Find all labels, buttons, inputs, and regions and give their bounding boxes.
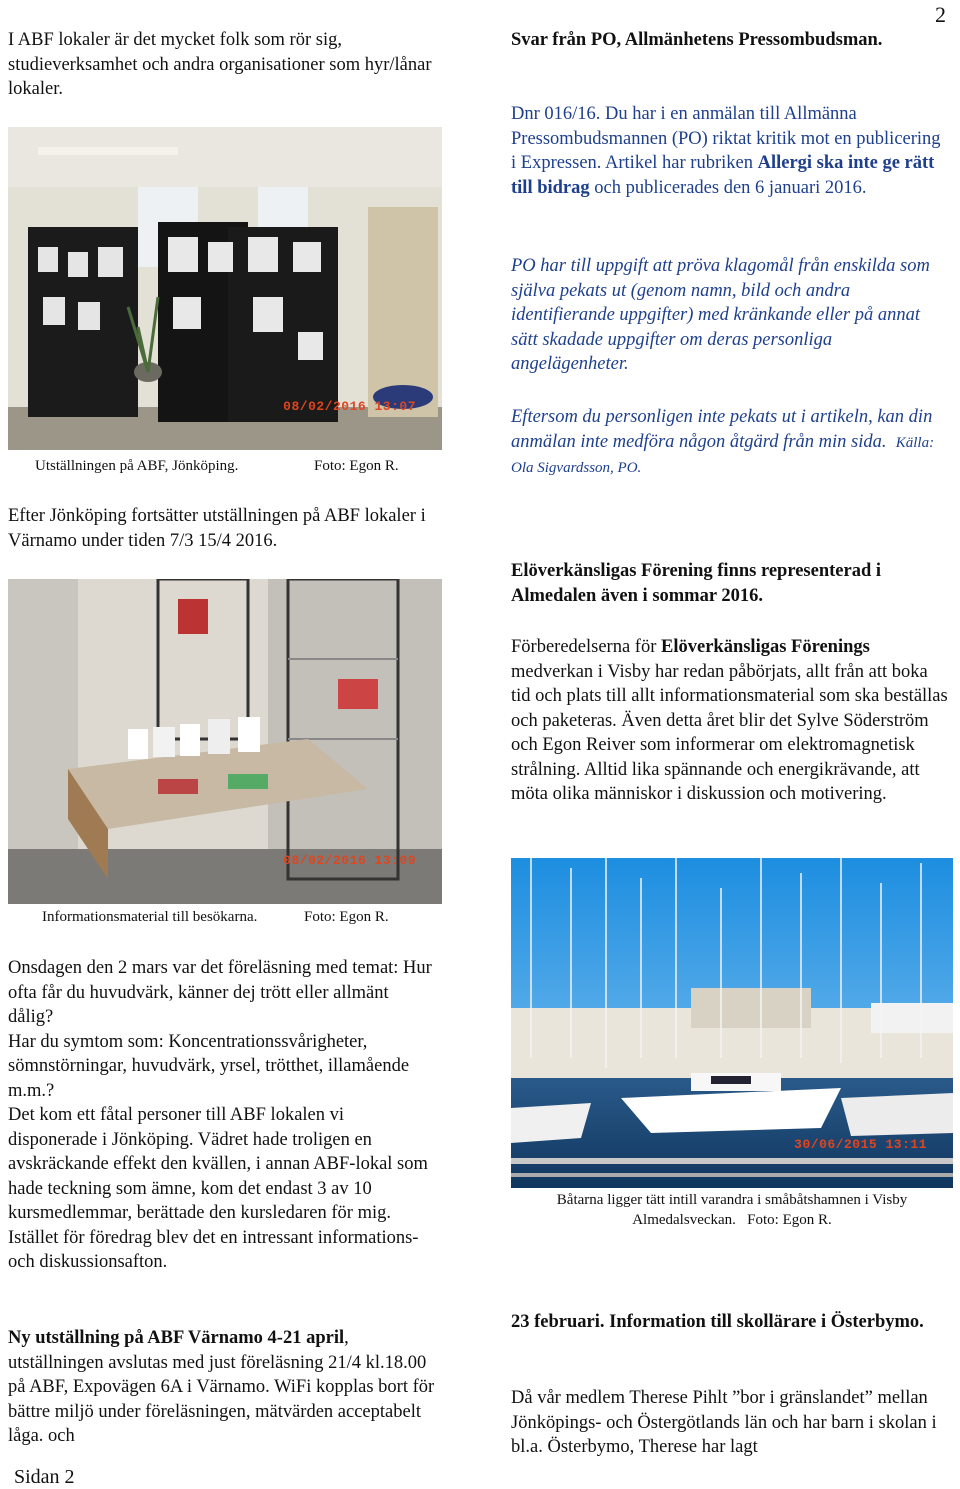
exhibition-photo [8, 127, 442, 450]
photo-caption: Båtarna ligger tätt intill varandra i småbåtshamnen i Visby Almedalsveckan. Foto: Egon R. [556, 1192, 908, 1228]
page-footer: Sidan 2 [14, 1466, 75, 1488]
photo-timestamp: 08/02/2016 13:09 [283, 853, 416, 868]
page-number: 2 [935, 2, 946, 27]
feb-heading: 23 februari. Information till skollärare i Österbymo. [511, 1312, 924, 1332]
lecture-paragraph: Har du symtom som: Koncentrationssvårigheter, sömnstörningar, huvudvärk, yrsel, trötthet, illamående m.m.? [8, 1031, 410, 1101]
almedalen-heading: Elöverkänsligas Förening finns representerad i Almedalen även i sommar 2016. [511, 561, 882, 606]
harbor-photo [511, 858, 953, 1188]
continue-text: Efter Jönköping fortsätter utställningen på ABF lokaler i Värnamo under tiden 7/3 15/4 2016. [8, 506, 426, 551]
po-source: Källa: Ola Sigvardsson, PO. [511, 434, 935, 476]
photo-timestamp: 30/06/2015 13:11 [794, 1137, 927, 1152]
po-paragraph-3: Eftersom du personligen inte pekats ut i artikeln, kan din anmälan inte medföra någon åtgärd från min sida. Källa: Ola Sigvardsson, PO. [511, 407, 935, 476]
lecture-paragraph: Istället för föredrag blev det en intressant informations- och diskussionsafton. [8, 1227, 419, 1272]
new-exhibition-body: , utställningen avslutas med just föreläsning 21/4 kl.18.00 på ABF, Expovägen 6A i Värnamo. WiFi kopplas bort för bättre miljö under föreläsningen, mätvärden acceptabelt låga. och [8, 1328, 435, 1446]
new-exhibition-heading: Ny utställning på ABF Värnamo 4-21 april [8, 1328, 345, 1348]
po-paragraph-2: PO har till uppgift att pröva klagomål från enskilda som själva pekats ut (genom namn, bild och andra identifierande uppgifter) med kränkande eller på annat sätt skadade uppgifter om deras personliga angelägenheter. [511, 256, 930, 374]
intro-text: I ABF lokaler är det mycket folk som rör sig, studieverksamhet och andra organisationer som hyr/lånar lokaler. [8, 30, 432, 99]
photo-caption: Informationsmaterial till besökarna. [42, 909, 258, 925]
lecture-section [8, 956, 438, 1275]
lecture-paragraph: Det kom ett fåtal personer till ABF lokalen vi disponerade i Jönköping. Vädret hade troligen en avskräckande effekt den kvällen, i annan ABF-lokal som hade teckning som ämne, kom det endast 3 av 10 kursmedlemmar, berättade den kursledaren för mig. [8, 1105, 428, 1223]
feb-text: Då vår medlem Therese Pihlt ”bor i gränslandet” mellan Jönköpings- och Östergötlands län och har barn i skolan i bl.a. Österbymo, Therese har lagt [511, 1388, 937, 1457]
lecture-paragraph: Onsdagen den 2 mars var det föreläsning med temat: Hur ofta får du huvudvärk, känner dej trött eller allmänt dålig? [8, 958, 432, 1027]
photo-caption: Utställningen på ABF, Jönköping. [35, 458, 239, 474]
photo-credit: Foto: Egon R. [747, 1212, 832, 1228]
info-material-photo [8, 579, 442, 904]
new-exhibition-text [8, 1326, 438, 1449]
photo-credit: Foto: Egon R. [304, 909, 389, 925]
almedalen-text: Förberedelserna för Elöverkänsligas Förenings medverkan i Visby har redan påbörjats, allt från att boka tid och plats till allt informationsmaterial som ska beställas och paketeras. Även detta året blir det Sylve Söderström och Egon Reiver som informerar om elektromagnetisk strålning. Alltid lika spännande och energikrävande, att möta olika människor i diskussion och motivering. [511, 637, 948, 804]
po-heading: Svar från PO, Allmänhetens Pressombudsman. [511, 30, 883, 50]
photo-credit: Foto: Egon R. [314, 458, 399, 474]
photo-timestamp: 08/02/2016 13:07 [283, 399, 416, 414]
po-paragraph-1: Dnr 016/16. Du har i en anmälan till Allmänna Pressombudsmannen (PO) riktat kritik mot en publicering i Expressen. Artikel har rubriken Allergi ska inte ge rätt till bidrag och publicerades den 6 januari 2016. [511, 104, 941, 198]
